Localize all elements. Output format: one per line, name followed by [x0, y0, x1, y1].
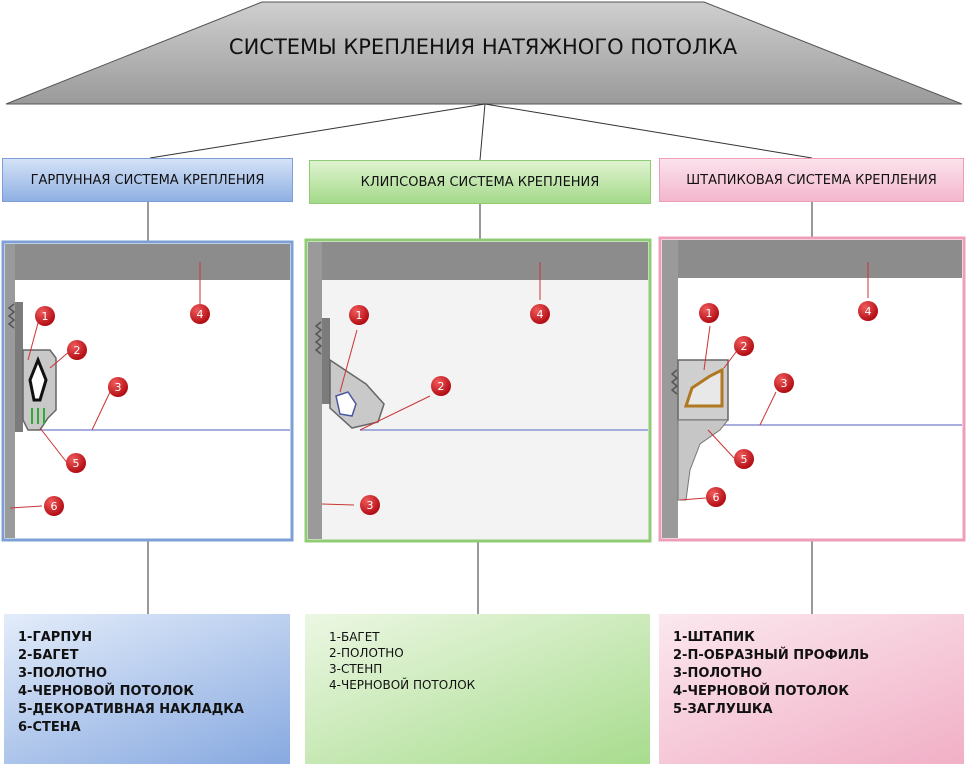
- page-title: СИСТЕМЫ КРЕПЛЕНИЯ НАТЯЖНОГО ПОТОЛКА: [228, 35, 738, 59]
- legend-item: 2-ПОЛОТНО: [329, 646, 404, 660]
- svg-text:4: 4: [864, 305, 872, 318]
- legend-item: 1-ШТАПИК: [673, 630, 755, 645]
- badge: [67, 340, 87, 360]
- legend-item: 3-ПОЛОТНО: [673, 666, 763, 681]
- badge: [190, 304, 210, 324]
- badge: [349, 305, 369, 325]
- svg-text:3: 3: [780, 377, 788, 390]
- badge: [774, 373, 794, 393]
- legend-item: 5-ЗАГЛУШКА: [673, 702, 773, 717]
- svg-text:2: 2: [740, 340, 748, 353]
- clip-system-header: КЛИПСОВАЯ СИСТЕМА КРЕПЛЕНИЯ: [309, 160, 651, 204]
- legend-item: 2-П-ОБРАЗНЫЙ ПРОФИЛЬ: [673, 648, 870, 663]
- legend-item: 4-ЧЕРНОВОЙ ПОТОЛОК: [673, 684, 849, 699]
- badge: [108, 377, 128, 397]
- legend-item: 3-СТЕНП: [329, 662, 383, 676]
- legend-item: 1-ГАРПУН: [18, 630, 93, 645]
- clip-legend: [305, 614, 650, 764]
- svg-text:5: 5: [72, 457, 80, 470]
- legend-item: 4-ЧЕРНОВОЙ ПОТОЛОК: [18, 684, 194, 699]
- svg-text:5: 5: [740, 453, 748, 466]
- panel-bead-system: [660, 238, 964, 540]
- legend-item: 4-ЧЕРНОВОЙ ПОТОЛОК: [329, 678, 476, 692]
- badge: [734, 449, 754, 469]
- badge: [431, 376, 451, 396]
- svg-text:4: 4: [196, 308, 204, 321]
- svg-text:6: 6: [712, 491, 720, 504]
- svg-text:1: 1: [355, 309, 363, 322]
- badge: [35, 306, 55, 326]
- svg-text:3: 3: [114, 381, 122, 394]
- badge: [530, 304, 550, 324]
- svg-text:2: 2: [437, 380, 445, 393]
- svg-text:6: 6: [50, 500, 58, 513]
- legend-item: 3-ПОЛОТНО: [18, 666, 108, 681]
- svg-text:3: 3: [366, 499, 374, 512]
- legend-item: 1-БАГЕТ: [329, 630, 380, 644]
- badge: [360, 495, 380, 515]
- badge: [706, 487, 726, 507]
- legend-item: 6-СТЕНА: [18, 720, 81, 735]
- svg-text:2: 2: [73, 344, 81, 357]
- bead-system-header: ШТАПИКОВАЯ СИСТЕМА КРЕПЛЕНИЯ: [659, 158, 964, 202]
- svg-text:1: 1: [705, 307, 713, 320]
- badge: [66, 453, 86, 473]
- badge: [44, 496, 64, 516]
- svg-text:4: 4: [536, 308, 544, 321]
- harpoon-system-header: ГАРПУННАЯ СИСТЕМА КРЕПЛЕНИЯ: [2, 158, 293, 202]
- harpoon-legend: [4, 614, 290, 764]
- badge: [699, 303, 719, 323]
- legend-item: 5-ДЕКОРАТИВНАЯ НАКЛАДКА: [18, 702, 244, 717]
- panel-harpoon-system: [3, 242, 292, 540]
- panel-clip-system: [306, 240, 650, 541]
- badge: [734, 336, 754, 356]
- badge: [858, 301, 878, 321]
- legend-item: 2-БАГЕТ: [18, 648, 79, 663]
- bead-legend: [659, 614, 964, 764]
- svg-text:1: 1: [41, 310, 49, 323]
